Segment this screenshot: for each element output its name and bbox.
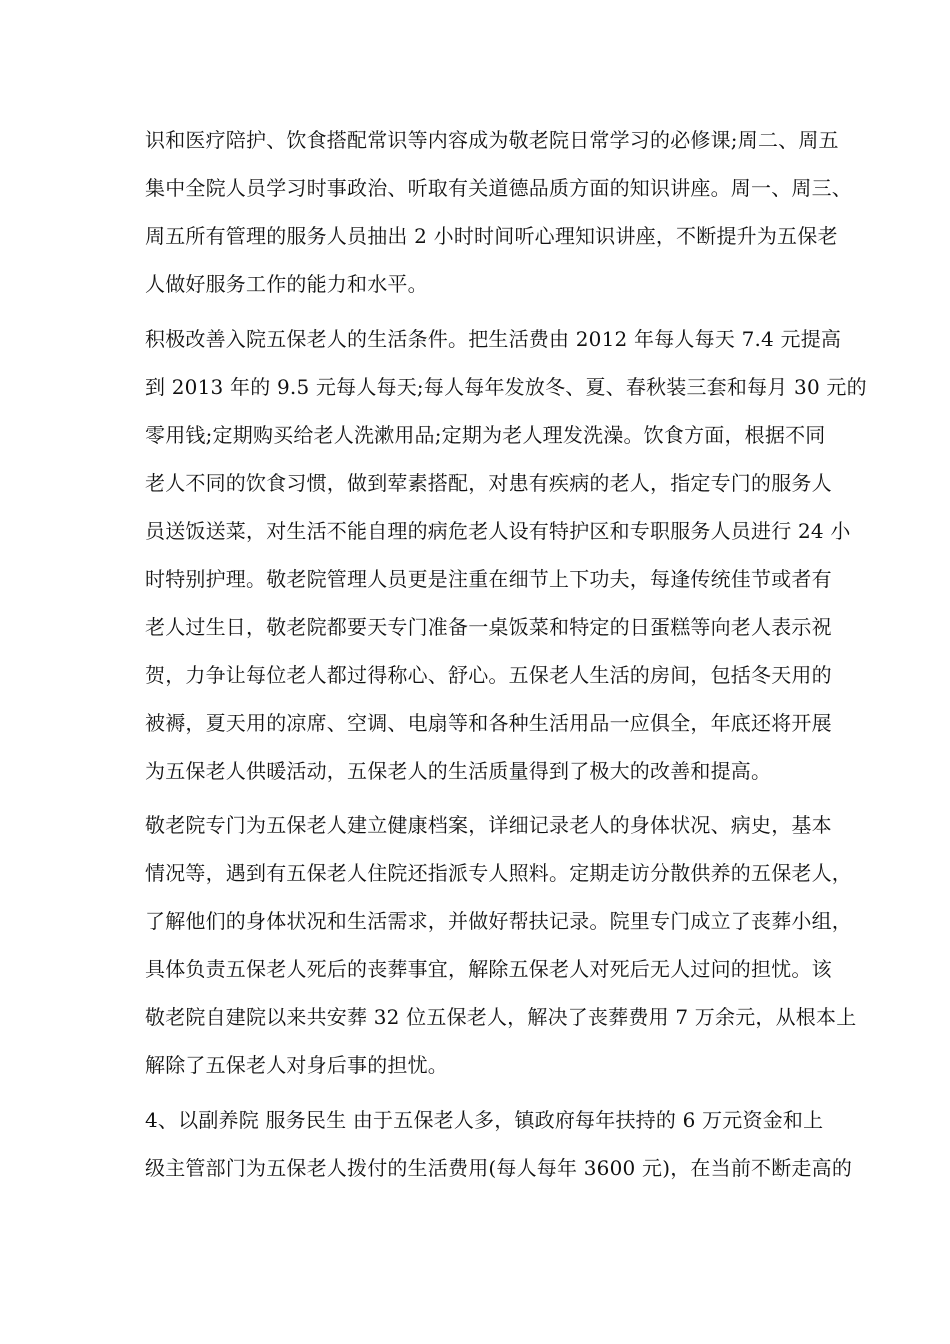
text-line: 积极改善入院五保老人的生活条件。把生活费由 2012 年每人每天 7.4 元提高: [145, 327, 842, 351]
text-line: 了解他们的身体状况和生活需求，并做好帮扶记录。院里专门成立了丧葬小组，: [145, 909, 852, 933]
text-line: 敬老院专门为五保老人建立健康档案，详细记录老人的身体状况、病史，基本: [145, 813, 832, 837]
text-line: 级主管部门为五保老人拨付的生活费用(每人每年 3600 元)，在当前不断走高的: [145, 1156, 853, 1180]
text-line: 贺，力争让每位老人都过得称心、舒心。五保老人生活的房间，包括冬天用的: [145, 663, 832, 687]
text-line: 周五所有管理的服务人员抽出 2 小时时间听心理知识讲座，不断提升为五保老: [145, 224, 838, 248]
text-line: 员送饭送菜，对生活不能自理的病危老人设有特护区和专职服务人员进行 24 小: [145, 519, 851, 543]
text-line: 具体负责五保老人死后的丧葬事宜，解除五保老人对死后无人过问的担忧。该: [145, 957, 832, 981]
text-line: 零用钱;定期购买给老人洗漱用品;定期为老人理发洗澡。饮食方面，根据不同: [145, 423, 826, 447]
text-line: 为五保老人供暖活动，五保老人的生活质量得到了极大的改善和提高。: [145, 759, 772, 783]
text-line: 情况等，遇到有五保老人住院还指派专人照料。定期走访分散供养的五保老人，: [145, 861, 852, 885]
text-line: 4、以副养院 服务民生 由于五保老人多，镇政府每年扶持的 6 万元资金和上: [145, 1108, 824, 1132]
text-line: 时特别护理。敬老院管理人员更是注重在细节上下功夫，每逢传统佳节或者有: [145, 567, 832, 591]
text-line: 被褥，夏天用的凉席、空调、电扇等和各种生活用品一应俱全，年底还将开展: [145, 711, 832, 735]
text-line: 集中全院人员学习时事政治、听取有关道德品质方面的知识讲座。周一、周三、: [145, 176, 852, 200]
text-line: 老人不同的饮食习惯，做到荤素搭配，对患有疾病的老人，指定专门的服务人: [145, 471, 832, 495]
text-line: 解除了五保老人对身后事的担忧。: [145, 1053, 448, 1077]
text-line: 到 2013 年的 9.5 元每人每天;每人每年发放冬、夏、春秋装三套和每月 30 元的: [145, 375, 867, 399]
text-line: 敬老院自建院以来共安葬 32 位五保老人，解决了丧葬费用 7 万余元，从根本上: [145, 1005, 857, 1029]
text-line: 人做好服务工作的能力和水平。: [145, 272, 428, 296]
text-line: 老人过生日，敬老院都要天专门准备一桌饭菜和特定的日蛋糕等向老人表示祝: [145, 615, 832, 639]
text-line: 识和医疗陪护、饮食搭配常识等内容成为敬老院日常学习的必修课;周二、周五: [145, 128, 839, 152]
